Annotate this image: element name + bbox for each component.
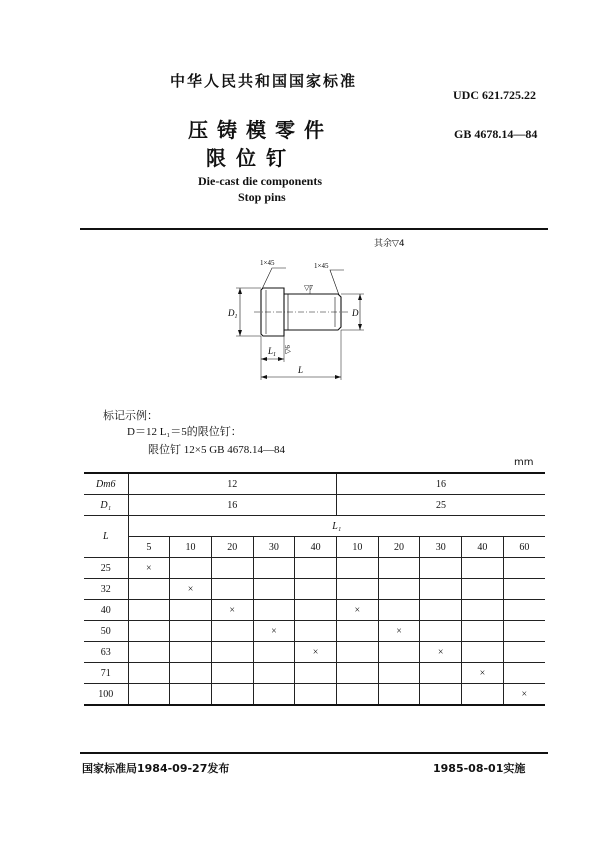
availability-mark-cell: [503, 642, 545, 663]
availability-mark-cell: [503, 558, 545, 579]
availability-mark-cell: [503, 621, 545, 642]
l1-column-header: 40: [295, 537, 337, 558]
dm6-row-header: Dm6: [84, 473, 128, 495]
availability-mark-cell: [211, 579, 253, 600]
availability-mark-cell: [253, 663, 295, 684]
availability-mark-cell: ×: [420, 642, 462, 663]
l1-column-header: 20: [211, 537, 253, 558]
dm6-value: 12: [128, 473, 337, 495]
stop-pin-drawing: [218, 250, 378, 385]
availability-mark-cell: [295, 558, 337, 579]
availability-mark-cell: [211, 663, 253, 684]
availability-mark-cell: [378, 600, 420, 621]
availability-mark-cell: [462, 579, 504, 600]
title-cn-line1: 压铸模零件: [188, 118, 333, 142]
l1-column-header: 30: [420, 537, 462, 558]
header-rule: [80, 228, 548, 230]
availability-mark-cell: [170, 600, 212, 621]
l-value-cell: 25: [84, 558, 128, 579]
dimensions-table: [84, 472, 545, 706]
gb-code: GB 4678.14—84: [454, 127, 538, 141]
availability-mark-cell: ×: [211, 600, 253, 621]
availability-mark-cell: [420, 663, 462, 684]
l1-column-header: 10: [337, 537, 379, 558]
availability-mark-cell: [337, 558, 379, 579]
l1-column-header: 30: [253, 537, 295, 558]
availability-mark-cell: [295, 579, 337, 600]
roughness-side-label: ▽6: [284, 345, 292, 354]
footer-rule: [80, 752, 548, 754]
national-standard-heading: 中华人民共和国国家标准: [170, 72, 358, 90]
l-value-cell: 40: [84, 600, 128, 621]
availability-mark-cell: ×: [503, 684, 545, 706]
d-dimension-label: D: [352, 308, 359, 318]
title-cn-line2: 限位钉: [206, 146, 296, 170]
availability-mark-cell: [462, 621, 504, 642]
table-row: [84, 558, 545, 579]
table-row: [84, 579, 545, 600]
l-dimension-label: L: [298, 365, 304, 375]
d1-dimension-label: $D_1$: [228, 308, 238, 320]
availability-mark-cell: [211, 684, 253, 706]
availability-mark-cell: ×: [337, 600, 379, 621]
availability-mark-cell: [170, 558, 212, 579]
dm6-value: 16: [337, 473, 546, 495]
d1-value: 25: [337, 495, 546, 516]
availability-mark-cell: [170, 621, 212, 642]
availability-mark-cell: [337, 642, 379, 663]
availability-mark-cell: [295, 684, 337, 706]
availability-mark-cell: ×: [378, 621, 420, 642]
table-row: [84, 600, 545, 621]
availability-mark-cell: [420, 600, 462, 621]
availability-mark-cell: [503, 600, 545, 621]
availability-mark-cell: [211, 642, 253, 663]
availability-mark-cell: [378, 684, 420, 706]
availability-mark-cell: [253, 600, 295, 621]
l-value-cell: 100: [84, 684, 128, 706]
availability-mark-cell: [295, 663, 337, 684]
availability-mark-cell: [337, 663, 379, 684]
availability-mark-cell: ×: [462, 663, 504, 684]
availability-mark-cell: ×: [295, 642, 337, 663]
l1-column-header: 60: [503, 537, 545, 558]
availability-mark-cell: [462, 684, 504, 706]
availability-mark-cell: [378, 663, 420, 684]
availability-mark-cell: [295, 621, 337, 642]
availability-mark-cell: [211, 558, 253, 579]
title-en-line2: Stop pins: [238, 190, 286, 204]
availability-mark-cell: [253, 684, 295, 706]
availability-mark-cell: [128, 642, 170, 663]
l1-column-header: 5: [128, 537, 170, 558]
availability-mark-cell: [420, 684, 462, 706]
availability-mark-cell: [128, 621, 170, 642]
availability-mark-cell: [211, 621, 253, 642]
l-column-header: L: [84, 516, 128, 558]
availability-mark-cell: [170, 663, 212, 684]
l-value-cell: 32: [84, 579, 128, 600]
l1-column-header: 40: [462, 537, 504, 558]
availability-mark-cell: [170, 642, 212, 663]
availability-mark-cell: [462, 600, 504, 621]
chamfer-right-label: 1×45: [314, 262, 329, 270]
availability-mark-cell: [128, 684, 170, 706]
d1-row-header: D₁: [84, 495, 128, 516]
table-row: [84, 663, 545, 684]
availability-mark-cell: [128, 600, 170, 621]
availability-mark-cell: [253, 642, 295, 663]
availability-mark-cell: [503, 663, 545, 684]
table-row: [84, 642, 545, 663]
availability-mark-cell: [253, 579, 295, 600]
d1-value: 16: [128, 495, 337, 516]
l1-column-header: 20: [378, 537, 420, 558]
l-value-cell: 50: [84, 621, 128, 642]
roughness-top-label: ▽7: [304, 284, 313, 292]
l-value-cell: 63: [84, 642, 128, 663]
l1-dimension-label: $L_1$: [268, 346, 277, 358]
issue-date: 国家标准局1984-09-27发布: [82, 762, 230, 775]
chamfer-left-label: 1×45: [260, 259, 275, 267]
availability-mark-cell: [337, 621, 379, 642]
table-row: [84, 684, 545, 706]
availability-mark-cell: [378, 642, 420, 663]
availability-mark-cell: [295, 600, 337, 621]
marking-example-line2: 限位钉 12×5 GB 4678.14—84: [148, 444, 285, 456]
availability-mark-cell: [420, 621, 462, 642]
availability-mark-cell: [337, 579, 379, 600]
table-row: [84, 621, 545, 642]
availability-mark-cell: [420, 558, 462, 579]
availability-mark-cell: [462, 642, 504, 663]
l-value-cell: 71: [84, 663, 128, 684]
availability-mark-cell: [337, 684, 379, 706]
marking-example-title: 标记示例：: [103, 409, 158, 422]
surface-roughness-note: 其余▽4: [374, 239, 405, 249]
availability-mark-cell: [378, 579, 420, 600]
effective-date: 1985-08-01实施: [433, 762, 526, 775]
availability-mark-cell: [462, 558, 504, 579]
availability-mark-cell: [170, 684, 212, 706]
l1-group-header: L₁: [128, 516, 545, 537]
unit-label: mm: [514, 457, 534, 468]
l1-column-header: 10: [170, 537, 212, 558]
availability-mark-cell: ×: [170, 579, 212, 600]
availability-mark-cell: [503, 579, 545, 600]
availability-mark-cell: [253, 558, 295, 579]
availability-mark-cell: ×: [128, 558, 170, 579]
marking-example-line1: D＝12 L₁＝5的限位钉：: [127, 426, 242, 438]
availability-mark-cell: ×: [253, 621, 295, 642]
availability-mark-cell: [128, 663, 170, 684]
availability-mark-cell: [128, 579, 170, 600]
udc-code: UDC 621.725.22: [453, 88, 536, 102]
availability-mark-cell: [420, 579, 462, 600]
title-en-line1: Die-cast die components: [198, 174, 322, 188]
availability-mark-cell: [378, 558, 420, 579]
